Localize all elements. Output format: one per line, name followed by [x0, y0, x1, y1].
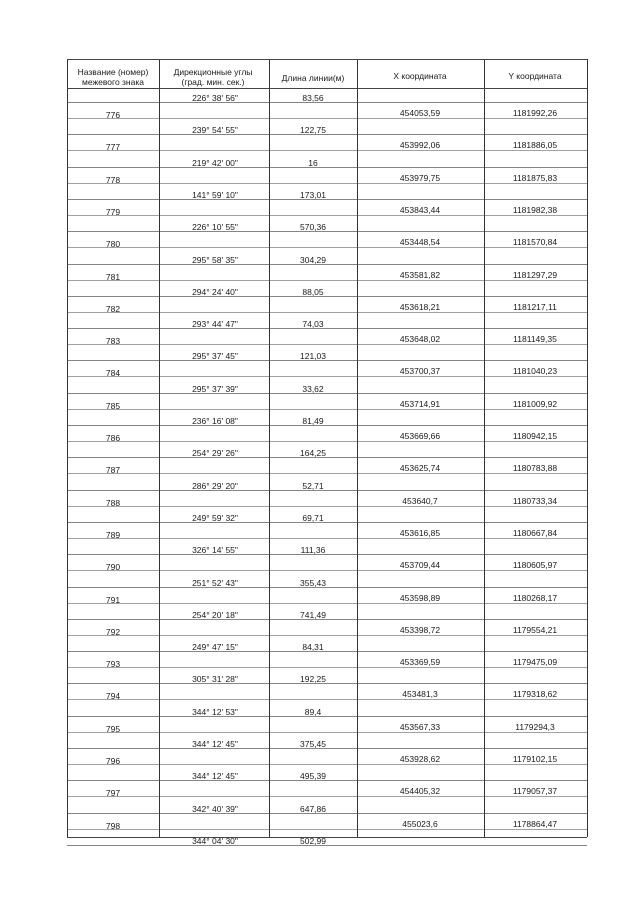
row-divider [67, 296, 587, 297]
segment-length: 502,99 [300, 835, 326, 846]
segment-length: 16 [308, 157, 318, 168]
header-name-line1: Название (номер) [77, 67, 149, 77]
segment-length: 111,36 [300, 545, 326, 556]
point-y: 1180667,84 [512, 527, 558, 538]
point-name: 777 [105, 142, 121, 153]
row-divider [67, 247, 587, 248]
column-border [269, 59, 270, 837]
segment-length: 89,4 [304, 706, 322, 717]
row-divider [67, 587, 587, 588]
row-divider [67, 360, 587, 361]
segment-angle: 254° 29' 26" [192, 448, 238, 459]
point-name: 778 [105, 174, 121, 185]
row-divider [67, 102, 587, 103]
point-y: 1179475,09 [512, 657, 558, 668]
row-divider [67, 716, 587, 717]
segment-angle: 286° 29' 20" [192, 480, 238, 491]
point-name: 796 [105, 756, 121, 766]
point-name: 782 [105, 303, 121, 314]
row-divider [67, 393, 587, 394]
point-name: 783 [105, 336, 121, 347]
row-divider [67, 764, 587, 765]
row-divider [67, 538, 587, 539]
point-x: 453640,7 [402, 495, 438, 506]
segment-angle: 254° 20' 18" [192, 609, 238, 620]
row-divider [67, 473, 587, 474]
segment-angle: 344° 04' 30" [192, 835, 238, 846]
point-name: 779 [105, 206, 121, 217]
point-x: 453448,54 [399, 237, 441, 248]
segment-angle: 226° 38' 56" [192, 93, 238, 103]
segment-length: 647,86 [300, 803, 326, 814]
point-x: 453618,21 [399, 301, 441, 312]
segment-angle: 239° 54' 55" [192, 125, 238, 136]
row-divider [67, 780, 587, 781]
row-divider [67, 409, 587, 410]
point-x: 453581,82 [399, 269, 441, 280]
point-y: 1181886,05 [512, 140, 558, 151]
segment-angle: 219° 42' 00" [192, 157, 238, 168]
segment-length: 173,01 [300, 189, 326, 200]
segment-length: 74,03 [302, 319, 324, 330]
point-y: 1181217,11 [513, 301, 557, 312]
point-y: 1178864,47 [512, 818, 558, 829]
point-name: 793 [105, 659, 121, 670]
point-y: 1181149,35 [513, 334, 557, 345]
point-x: 453843,44 [399, 204, 441, 215]
row-divider [67, 748, 587, 749]
segment-length: 375,45 [300, 739, 326, 749]
point-x: 453714,91 [399, 398, 441, 409]
point-y: 1181875,83 [512, 172, 558, 183]
row-divider [67, 328, 587, 329]
row-divider [67, 667, 587, 668]
point-x: 453369,59 [399, 657, 441, 668]
point-name: 776 [105, 110, 121, 120]
column-border [357, 59, 358, 837]
row-divider [67, 215, 587, 216]
point-x: 453709,44 [399, 560, 441, 571]
row-divider [67, 118, 587, 119]
point-name: 797 [105, 788, 121, 799]
point-name: 784 [105, 368, 121, 379]
segment-length: 192,25 [300, 674, 326, 685]
point-name: 786 [105, 433, 121, 443]
point-y: 1181982,38 [512, 204, 558, 215]
point-y: 1181040,23 [512, 366, 558, 377]
header-angle-line1: Дирекционные углы [173, 67, 253, 77]
row-divider [67, 199, 587, 200]
segment-length: 83,56 [302, 93, 324, 103]
segment-length: 741,49 [300, 609, 326, 620]
point-y: 1180783,88 [512, 463, 558, 474]
point-y: 1181992,26 [512, 108, 558, 118]
point-x: 455023,6 [402, 818, 438, 829]
row-divider [67, 457, 587, 458]
row-divider [67, 619, 587, 620]
segment-length: 33,62 [302, 383, 324, 394]
row-divider [67, 280, 587, 281]
row-divider [67, 376, 587, 377]
segment-angle: 344° 12' 45" [192, 771, 238, 782]
row-divider [67, 699, 587, 700]
header-name-line2: межевого знака [81, 77, 144, 87]
point-name: 781 [105, 271, 121, 282]
column-border [587, 59, 588, 837]
header-bottom-border [67, 88, 587, 89]
segment-angle: 326° 14' 55" [192, 545, 238, 556]
row-divider [67, 264, 587, 265]
point-name: 792 [105, 626, 121, 637]
segment-length: 304,29 [300, 254, 326, 265]
header-top-border [67, 59, 587, 60]
row-divider [67, 134, 587, 135]
point-y: 1180942,15 [512, 431, 558, 441]
segment-length: 570,36 [300, 222, 326, 233]
row-divider [67, 490, 587, 491]
row-divider [67, 150, 587, 151]
row-divider [67, 312, 587, 313]
segment-length: 355,43 [300, 577, 326, 588]
row-divider [67, 522, 587, 523]
segment-length: 52,71 [302, 480, 324, 491]
row-divider [67, 635, 587, 636]
header-angle-line2: (град. мин. сек.) [181, 77, 245, 87]
column-border [484, 59, 485, 837]
row-divider [67, 183, 587, 184]
row-divider [67, 603, 587, 604]
segment-angle: 344° 12' 45" [192, 739, 238, 749]
point-x: 454405,32 [399, 786, 441, 797]
header-length: Длина линии(м) [281, 73, 345, 83]
row-divider [67, 441, 587, 442]
column-border [159, 59, 160, 837]
segment-angle: 294° 24' 40" [192, 286, 238, 297]
segment-length: 164,25 [300, 448, 326, 459]
segment-length: 121,03 [300, 351, 326, 362]
point-y: 1181009,92 [512, 398, 558, 409]
point-name: 787 [105, 465, 121, 476]
row-divider [67, 344, 587, 345]
segment-length: 88,05 [302, 286, 324, 297]
point-name: 780 [105, 239, 121, 250]
segment-angle: 295° 58' 35" [192, 254, 238, 265]
row-divider [67, 167, 587, 168]
segment-angle: 249° 59' 32" [192, 512, 238, 523]
row-divider [67, 845, 587, 846]
point-y: 1179102,15 [512, 754, 558, 764]
segment-angle: 251° 52' 43" [192, 577, 238, 588]
point-x: 453616,85 [399, 527, 441, 538]
segment-angle: 141° 59' 10" [192, 189, 238, 200]
point-y: 1179294,3 [515, 721, 555, 732]
column-border [67, 59, 68, 837]
point-y: 1179318,62 [512, 689, 558, 700]
header-name [78, 67, 149, 87]
point-name: 785 [105, 400, 121, 411]
row-divider [67, 732, 587, 733]
point-x: 453700,37 [399, 366, 441, 377]
row-divider [67, 683, 587, 684]
point-x: 453648,02 [399, 334, 441, 345]
segment-length: 84,31 [302, 642, 324, 653]
point-x: 454053,59 [399, 108, 441, 118]
row-divider [67, 829, 587, 830]
point-name: 788 [105, 497, 121, 508]
segment-angle: 249° 47' 15" [192, 642, 238, 653]
segment-length: 69,71 [302, 512, 324, 523]
point-name: 794 [105, 691, 121, 702]
segment-angle: 342° 40' 39" [192, 803, 238, 814]
point-name: 798 [105, 820, 121, 831]
table-bottom-border [67, 837, 587, 838]
header-angle [174, 67, 253, 87]
row-divider [67, 570, 587, 571]
point-name: 795 [105, 723, 121, 734]
row-divider [67, 796, 587, 797]
header-x: X координата [393, 71, 447, 81]
point-y: 1180268,17 [512, 592, 558, 603]
point-x: 453481,3 [402, 689, 438, 700]
segment-length: 81,49 [302, 416, 324, 426]
point-y: 1180605,97 [512, 560, 558, 571]
row-divider [67, 651, 587, 652]
segment-length: 122,75 [300, 125, 326, 136]
point-x: 453979,75 [399, 172, 441, 183]
row-divider [67, 506, 587, 507]
point-y: 1181570,84 [512, 237, 558, 248]
point-x: 453398,72 [399, 624, 441, 635]
segment-angle: 344° 12' 53" [192, 706, 238, 717]
point-y: 1181297,29 [512, 269, 558, 280]
row-divider [67, 554, 587, 555]
segment-length: 495,39 [300, 771, 326, 782]
point-name: 791 [105, 594, 121, 605]
point-x: 453567,33 [399, 721, 441, 732]
row-divider [67, 231, 587, 232]
point-x: 453992,06 [399, 140, 441, 151]
segment-angle: 305° 31' 28" [192, 674, 238, 685]
point-y: 1180733,34 [512, 495, 558, 506]
segment-angle: 293° 44' 47" [192, 319, 238, 330]
point-y: 1179057,37 [512, 786, 558, 797]
point-x: 453598,89 [399, 592, 441, 603]
segment-angle: 236° 16' 08" [192, 416, 238, 426]
segment-angle: 226° 10' 55" [192, 222, 238, 233]
row-divider [67, 813, 587, 814]
point-name: 789 [105, 529, 121, 540]
point-y: 1179554,21 [512, 624, 558, 635]
row-divider [67, 425, 587, 426]
header-y: Y координата [508, 71, 562, 81]
point-name: 790 [105, 562, 121, 573]
point-x: 453625,74 [399, 463, 441, 474]
segment-angle: 295° 37' 45" [192, 351, 238, 362]
point-x: 453928,62 [399, 754, 441, 764]
point-x: 453669,66 [399, 431, 441, 441]
segment-angle: 295° 37' 39" [192, 383, 238, 394]
